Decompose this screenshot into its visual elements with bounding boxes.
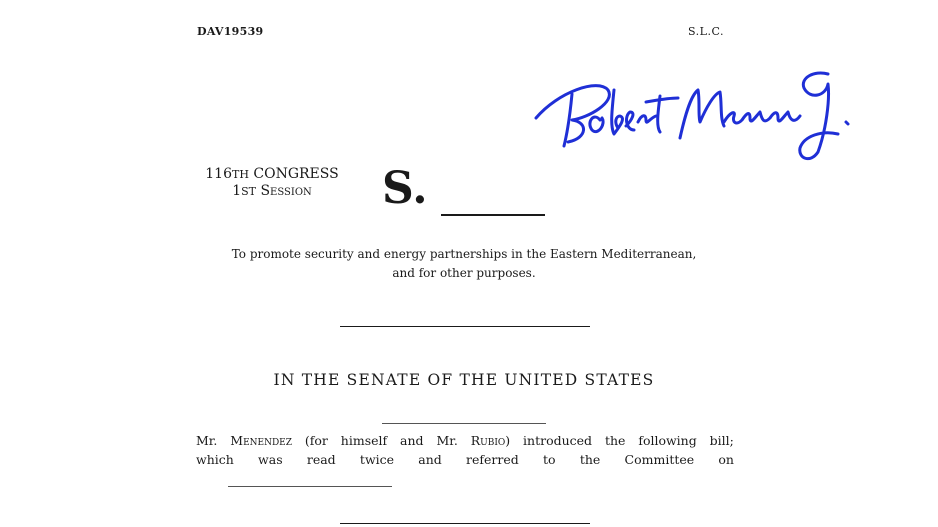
session-line	[196, 183, 348, 200]
intro-word: Committee	[624, 452, 695, 467]
introduction-line-2	[196, 450, 734, 469]
congress-line	[196, 166, 348, 183]
congress-number: 116	[205, 166, 232, 182]
intro-word: the	[604, 433, 626, 448]
bill-number-blank	[441, 214, 545, 216]
slc-label: S.L.C.	[688, 25, 724, 38]
bill-purpose	[190, 245, 738, 283]
congress-session-block	[196, 166, 348, 200]
sponsor-name: Menendez	[230, 433, 292, 448]
intro-word: which	[196, 452, 234, 467]
divider-bottom-rule	[340, 523, 590, 524]
intro-word: introduced	[523, 433, 593, 448]
intro-word: twice	[359, 452, 395, 467]
intro-word: was	[258, 452, 283, 467]
introduction-paragraph	[196, 431, 734, 469]
intro-word: and	[418, 452, 442, 467]
intro-word: the	[579, 452, 601, 467]
session-number-suffix: ST	[241, 185, 256, 198]
congress-word: CONGRESS	[253, 166, 339, 182]
divider-short-rule	[382, 423, 546, 424]
divider-rule	[340, 326, 590, 327]
purpose-line-1: To promote security and energy partnerships in the Eastern Mediterranean,	[231, 247, 697, 261]
intro-word: read	[306, 452, 336, 467]
document-id: DAV19539	[197, 25, 264, 38]
session-number: 1	[232, 183, 242, 199]
senate-heading: IN THE SENATE OF THE UNITED STATES	[273, 371, 655, 389]
intro-word: (for	[304, 433, 328, 448]
cosponsor-name: Rubio)	[470, 433, 511, 448]
purpose-line-2: and for other purposes.	[392, 266, 536, 280]
intro-word: to	[543, 452, 556, 467]
intro-word: Mr.	[196, 433, 218, 448]
introduction-line-1	[196, 431, 734, 450]
intro-word: bill;	[709, 433, 734, 448]
session-word: Session	[260, 183, 312, 199]
signature-image	[528, 60, 858, 170]
congress-number-suffix: TH	[232, 168, 249, 181]
intro-word: Mr.	[436, 433, 458, 448]
intro-word: on	[718, 452, 734, 467]
intro-word: and	[400, 433, 424, 448]
bill-designation: S.	[382, 163, 428, 214]
intro-word: himself	[340, 433, 388, 448]
intro-word: referred	[466, 452, 519, 467]
intro-word: following	[638, 433, 697, 448]
committee-blank	[228, 486, 392, 487]
